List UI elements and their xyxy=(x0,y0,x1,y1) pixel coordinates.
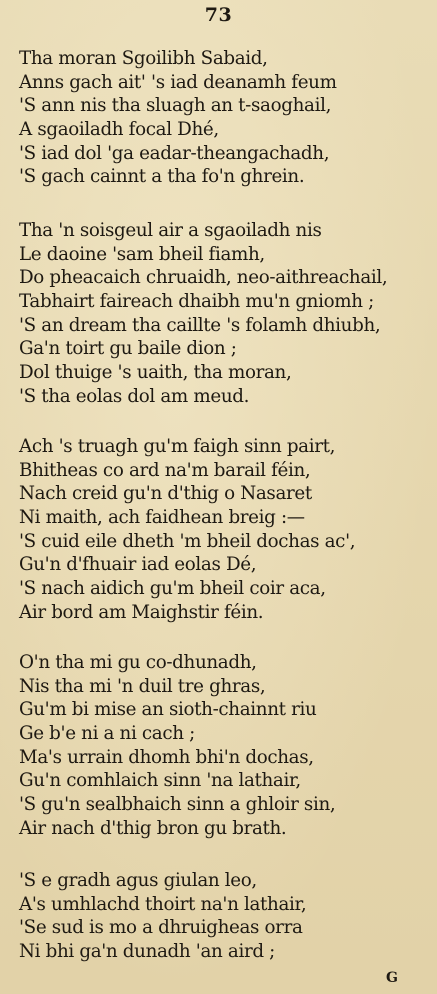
poem-line: Air nach d'thig bron gu brath. xyxy=(19,817,287,839)
poem-line: Anns gach ait' 's iad deanamh feum xyxy=(19,71,337,93)
poem-line: 'S cuid eile dheth 'm bheil dochas ac', xyxy=(19,530,356,552)
poem-line: Tabhairt faireach dhaibh mu'n gniomh ; xyxy=(19,291,374,313)
poem-line: 'S nach aidich gu'm bheil coir aca, xyxy=(19,578,326,600)
poem-line: 'S e gradh agus giulan leo, xyxy=(19,870,257,891)
stanza-4 xyxy=(19,651,429,841)
poem-line: Ge b'e ni a ni cach ; xyxy=(19,723,195,745)
poem-line: O'n tha mi gu co-dhunadh, xyxy=(19,652,257,673)
poem-line: Tha 'n soisgeul air a sgaoiladh nis xyxy=(19,220,322,241)
poem-line: Dol thuige 's uaith, tha moran, xyxy=(19,362,292,384)
poem-line: Gu'n comhlaich sinn 'na lathair, xyxy=(19,770,301,792)
poem-line: 'S iad dol 'ga eadar-theangachadh, xyxy=(19,142,330,164)
poem-line: 'S gu'n sealbhaich sinn a ghloir sin, xyxy=(19,794,336,816)
stanza-5 xyxy=(19,869,429,964)
poem-line: 'S an dream tha caillte 's folamh dhiubh, xyxy=(19,314,381,336)
poem-line: Nis tha mi 'n duil tre ghras, xyxy=(19,675,266,697)
stanza-3 xyxy=(19,435,429,625)
poem-line: Ga'n toirt gu baile dion ; xyxy=(19,338,237,360)
stanza-2 xyxy=(19,219,429,409)
poem-line: Ni maith, ach faidhean breig :— xyxy=(19,507,305,529)
poem-line: Nach creid gu'n d'thig o Nasaret xyxy=(19,483,312,505)
stanza-1 xyxy=(19,47,429,189)
poem-line: 'S ann nis tha sluagh an t-saoghail, xyxy=(19,95,332,117)
poem-line: Tha moran Sgoilibh Sabaid, xyxy=(19,48,268,69)
signature-mark: G xyxy=(386,970,398,986)
poem-line: Le daoine 'sam bheil fiamh, xyxy=(19,243,265,265)
poem-line: Ni bhi ga'n dunadh 'an aird ; xyxy=(19,941,275,963)
poem-line: Ach 's truagh gu'm faigh sinn pairt, xyxy=(19,436,336,457)
poem-line: A's umhlachd thoirt na'n lathair, xyxy=(19,893,307,915)
poem-line: Bhitheas co ard na'm barail féin, xyxy=(19,459,311,481)
page-number: 73 xyxy=(204,4,233,26)
poem-line: 'S gach cainnt a tha fo'n ghrein. xyxy=(19,166,305,188)
poem-line: A sgaoiladh focal Dhé, xyxy=(19,119,219,141)
poem-line: Do pheacaich chruaidh, neo-aithreachail, xyxy=(19,267,388,289)
poem-line: Air bord am Maighstir féin. xyxy=(19,601,264,623)
poem-line: 'S tha eolas dol am meud. xyxy=(19,385,250,407)
poem-line: Gu'm bi mise an sioth-chainnt riu xyxy=(19,699,317,721)
poem-line: Gu'n d'fhuair iad eolas Dé, xyxy=(19,554,257,576)
poem-line: 'Se sud is mo a dhruigheas orra xyxy=(19,917,303,939)
poem-line: Ma's urrain dhomh bhi'n dochas, xyxy=(19,746,314,768)
